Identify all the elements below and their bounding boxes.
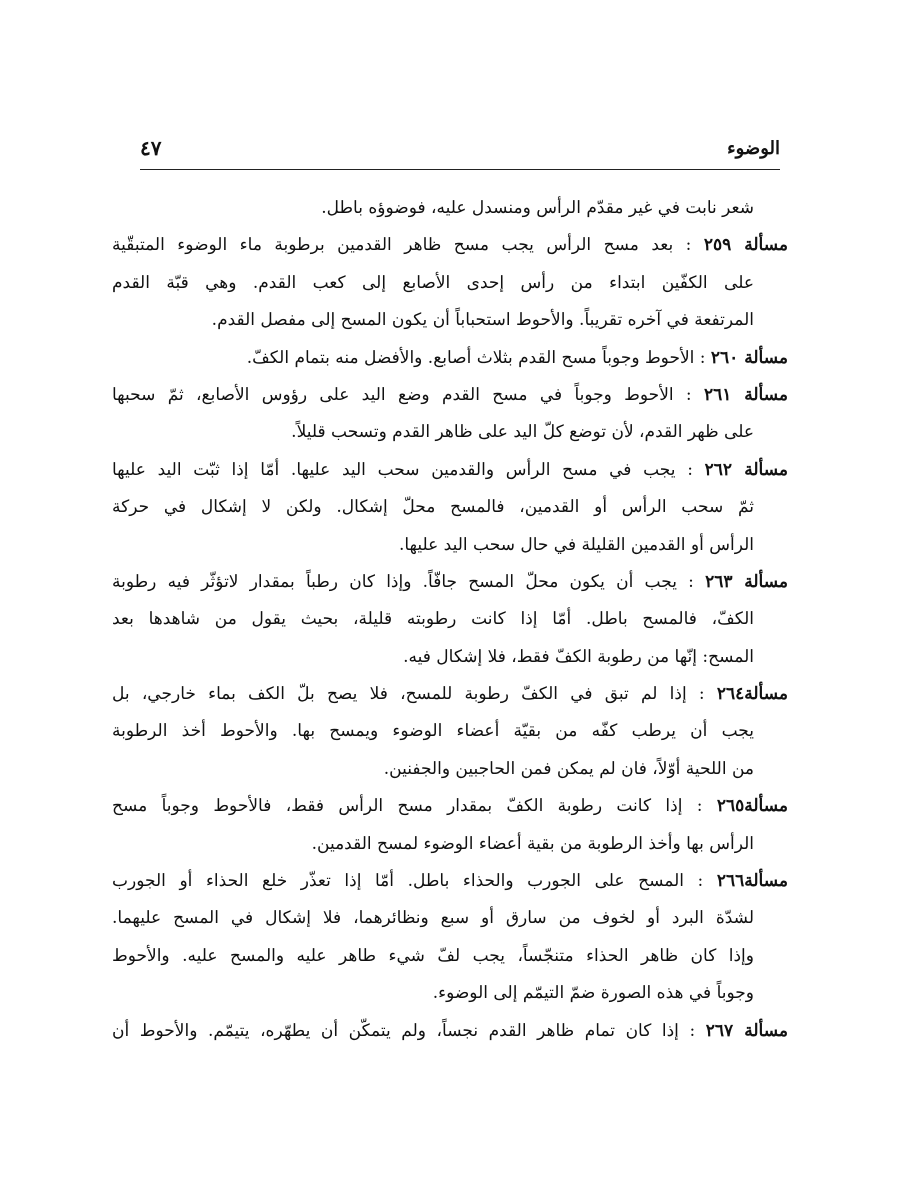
line-text: من اللحية أوّلاً، فان لم يمكن فمن الحاجبين والجفنين. (383, 758, 754, 779)
issue-label: مسألة ٢٦٢ (704, 459, 788, 480)
line-text: : المسح على الجورب والحذاء باطل. أمّا إذا تعذّر خلع الحذاء أو الجورب (112, 871, 717, 892)
line-text: : الأحوط وجوباً في مسح القدم وضع اليد على رؤوس الأصابع، ثمّ سحبها (112, 384, 704, 405)
line-text: المسح: إنّها من رطوبة الكفّ فقط، فلا إشكال فيه. (403, 646, 754, 667)
text-line (112, 713, 788, 750)
line-text: وجوباً في هذه الصورة ضمّ التيمّم إلى الوضوء. (432, 983, 754, 1004)
chapter-title: الوضوء (727, 138, 780, 159)
running-header (140, 138, 780, 166)
line-text: شعر نابت في غير مقدّم الرأس ومنسدل عليه، فوضوؤه باطل. (321, 198, 754, 218)
text-line (112, 414, 788, 451)
text-line (112, 302, 788, 339)
line-text: الكفّ، فالمسح باطل. أمّا إذا كانت رطوبته قليلة، بحيث يقول من شاهدها بعد (112, 609, 754, 630)
text-line (112, 340, 788, 377)
text-line (112, 527, 788, 564)
text-line (112, 826, 788, 863)
text-line (112, 975, 788, 1012)
text-line (112, 676, 788, 713)
line-text: : الأحوط وجوباً مسح القدم بثلاث أصابع. والأفضل منه بتمام الكفّ. (246, 347, 711, 368)
page-number: ٤٧ (140, 136, 162, 160)
issue-label: مسألة ٢٦٠ (710, 347, 788, 368)
line-text: : بعد مسح الرأس يجب مسح ظاهر القدمين برطوبة ماء الوضوء المتبقّية (112, 235, 704, 256)
text-line (112, 751, 788, 788)
text-line (112, 452, 788, 489)
issue-label: مسألة ٢٥٩ (703, 235, 788, 256)
line-text: الرأس بها وأخذ الرطوبة من بقية أعضاء الوضوء لمسح القدمين. (311, 833, 754, 854)
text-line (112, 938, 788, 975)
line-text: يجب أن يرطب كفّه من بقيّة أعضاء الوضوء ويمسح بها. والأحوط أخذ الرطوبة (112, 721, 754, 742)
issue-label: مسألة٢٦٤ (716, 684, 788, 705)
text-line (112, 788, 788, 825)
line-text: ثمّ سحب الرأس أو القدمين، فالمسح محلّ إشكال. ولكن لا إشكال في حركة (112, 497, 754, 518)
text-line (112, 564, 788, 601)
line-text: : إذا كانت رطوبة الكفّ بمقدار مسح الرأس فقط، فالأحوط وجوباً مسح (112, 796, 717, 817)
text-line (112, 1013, 788, 1050)
text-line (112, 863, 788, 900)
line-text: الرأس أو القدمين القليلة في حال سحب اليد عليها. (398, 534, 754, 555)
issue-label: مسألة٢٦٥ (716, 796, 788, 817)
text-line (112, 639, 788, 676)
line-text: وإذا كان ظاهر الحذاء متنجّساً، يجب لفّ شيء طاهر عليه والمسح عليه. والأحوط (112, 945, 754, 966)
issue-label: مسألة ٢٦٧ (705, 1020, 788, 1041)
line-text: : يجب أن يكون محلّ المسح جافّاً. وإذا كان رطباً بمقدار لاتؤثّر فيه رطوبة (112, 571, 706, 592)
text-line (112, 190, 788, 227)
header-rule (140, 169, 780, 170)
line-text: على الكفّين ابتداء من رأس إحدى الأصابع إلى كعب القدم. وهي قبّة القدم (112, 272, 754, 293)
line-text: : إذا لم تبق في الكفّ رطوبة للمسح، فلا يصح بلّ الكف بماء خارجي، بل (112, 684, 717, 705)
line-text: على ظهر القدم، لأن توضع كلّ اليد على ظاهر القدم وتسحب قليلاً. (291, 422, 754, 443)
line-text: : إذا كان تمام ظاهر القدم نجساً، ولم يتمكّن أن يطهّره، يتيمّم. والأحوط أن (112, 1020, 706, 1041)
line-text: لشدّة البرد أو لخوف من سارق أو سبع ونظائرهما، فلا إشكال في المسح عليهما. (112, 908, 754, 929)
text-line (112, 489, 788, 526)
line-text: المرتفعة في آخره تقريباً. والأحوط استحباباً أن يكون المسح إلى مفصل القدم. (211, 310, 754, 331)
text-line (112, 227, 788, 264)
issue-label: مسألة ٢٦١ (704, 384, 788, 405)
text-line (112, 900, 788, 937)
issue-label: مسألة٢٦٦ (716, 871, 788, 892)
body-text (112, 190, 788, 1050)
text-line (112, 601, 788, 638)
line-text: : يجب في مسح الرأس والقدمين سحب اليد عليها. أمّا إذا ثبّت اليد عليها (112, 459, 705, 480)
issue-label: مسألة ٢٦٣ (705, 571, 788, 592)
text-line (112, 265, 788, 302)
text-line (112, 377, 788, 414)
